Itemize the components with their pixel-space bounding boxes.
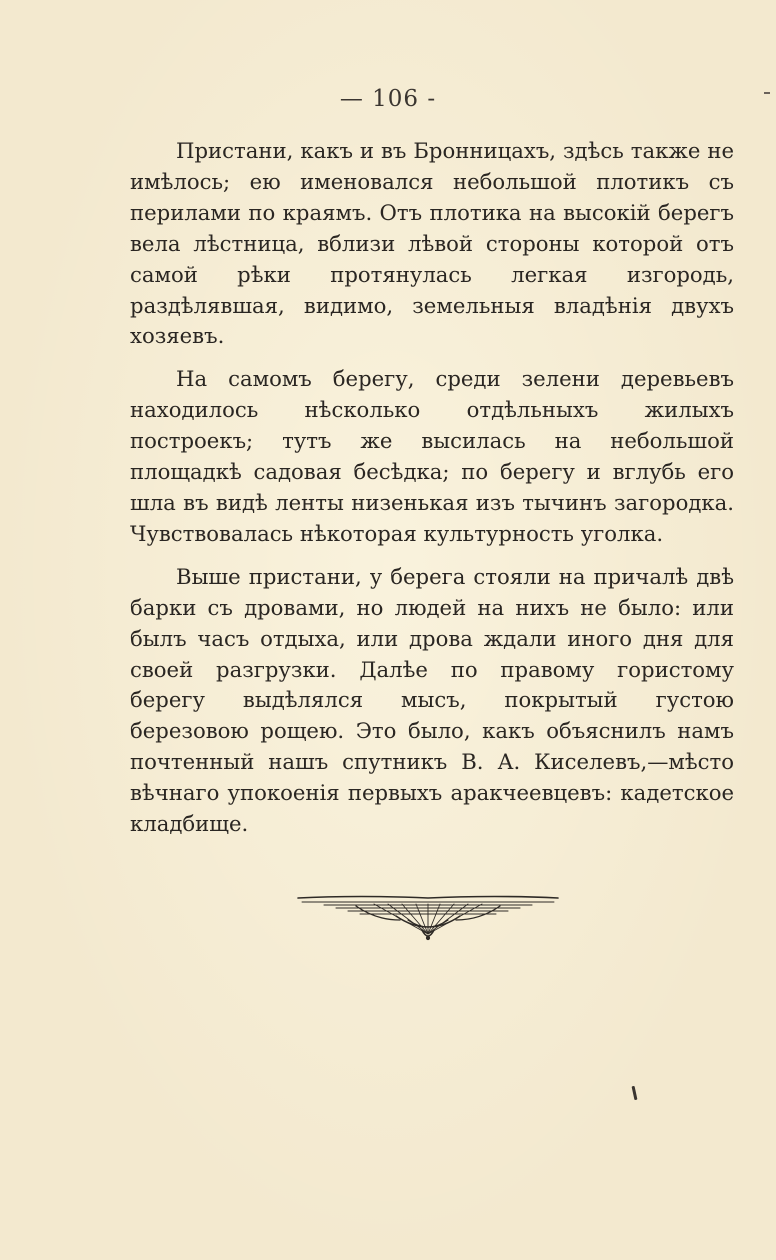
paragraph-2: На самомъ берегу, среди зелени деревьевъ находилось нѣсколько отдѣльныхъ жилыхъ построекъ; тутъ же высилась на небольшой площадкѣ садовая бесѣдка; по берегу и вглубь его шла въ видѣ ленты низенькая изъ тычинъ загородка. Чувствовалась нѣкоторая культурность уголка. xyxy=(130,366,734,546)
paragraph-3: Выше пристани, у берега стояли на причалѣ двѣ барки съ дровами, но людей на нихъ не было: или былъ часъ отдыха, или дрова ждали иного дня для своей разгрузки. Далѣе по правому гористому берегу выдѣлялся мысъ, покрытый густою березовою рощею. Это было, какъ объяснилъ намъ почтенный нашъ спутникъ В. А. Киселевъ,—мѣсто вѣчнаго упокоенія первыхъ аракчеевцевъ: кадетское кладбище. xyxy=(130,563,734,837)
body-text xyxy=(130,136,734,852)
ornament-tailpiece-icon xyxy=(296,886,560,942)
page-number: — 106 - xyxy=(339,86,437,112)
ink-mark xyxy=(632,1086,638,1100)
edge-mark xyxy=(764,92,770,94)
paragraph-1: Пристани, какъ и въ Бронницахъ, здѣсь также не имѣлось; ею именовался небольшой плотикъ съ перилами по краямъ. Отъ плотика на высокій берегъ вела лѣстница, вблизи лѣвой стороны которой отъ самой рѣки протянулась легкая изгородь, раздѣлявшая, видимо, земельныя владѣнія двухъ хозяевъ. xyxy=(130,138,734,349)
